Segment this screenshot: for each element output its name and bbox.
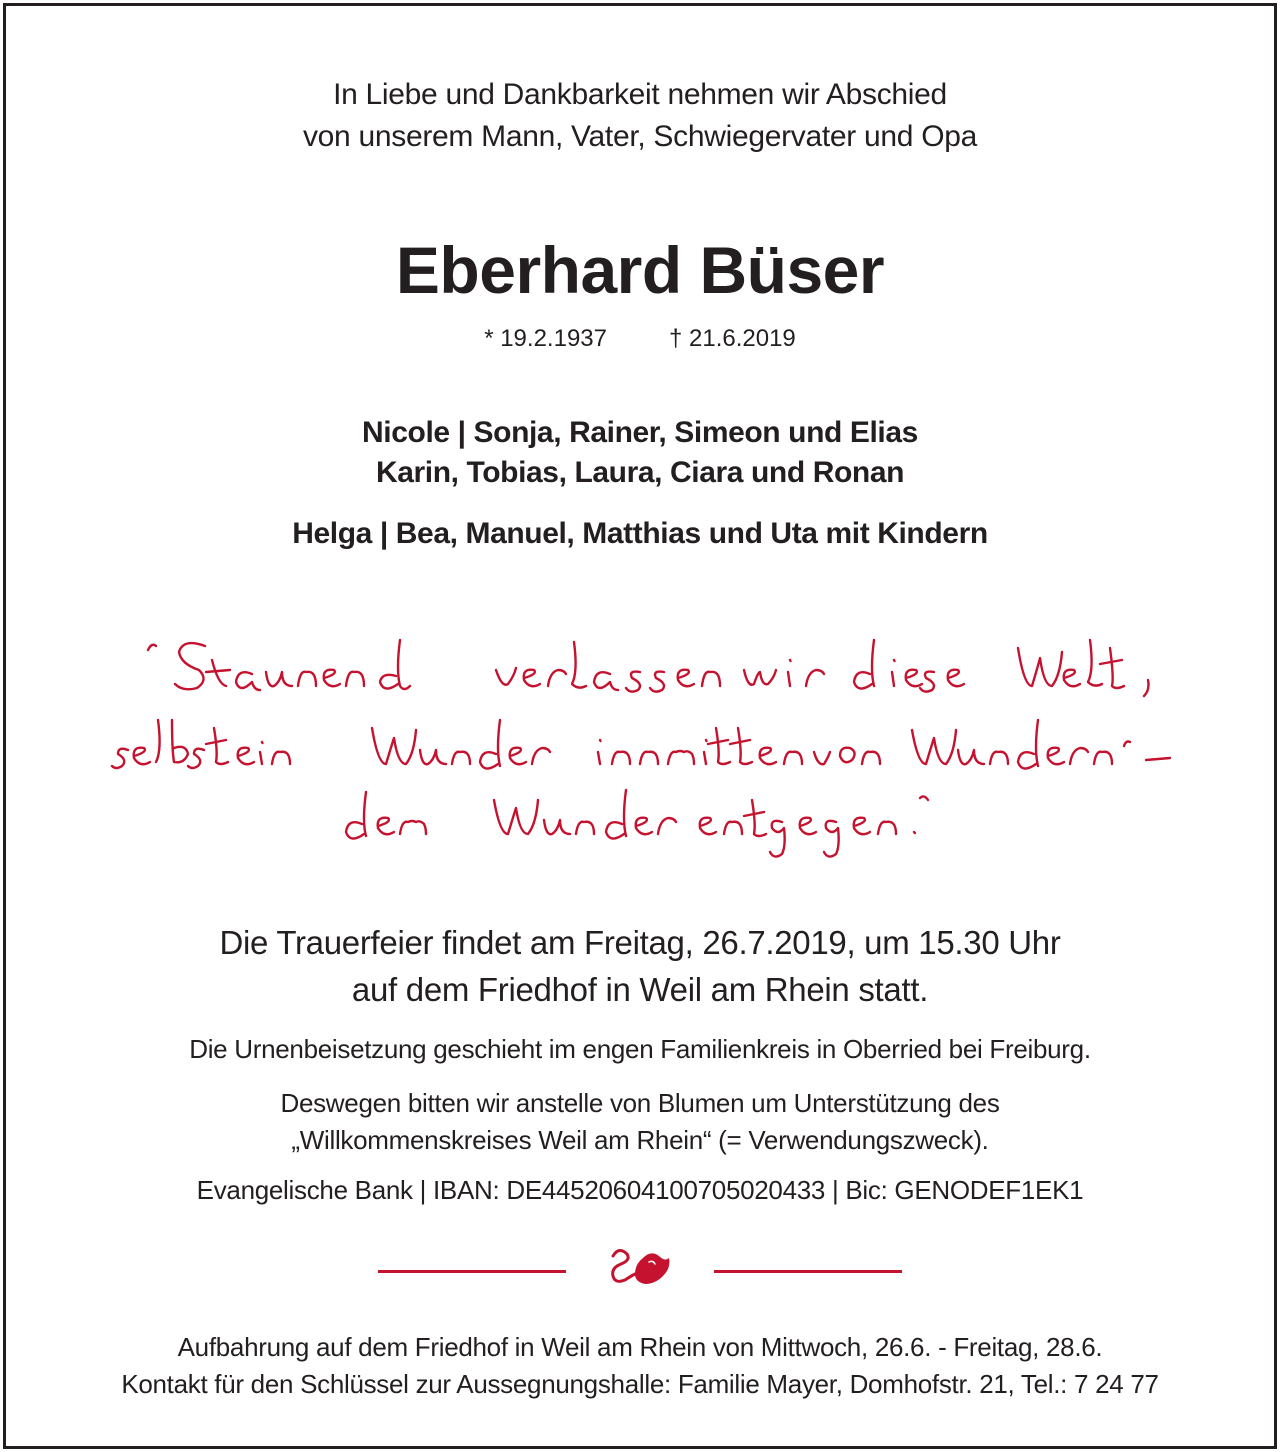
service-line-1: Die Trauerfeier findet am Freitag, 26.7.2019, um 15.30 Uhr	[219, 924, 1061, 961]
intro-line-1: In Liebe und Dankbarkeit nehmen wir Abschied	[333, 78, 947, 111]
death-date: † 21.6.2019	[668, 325, 796, 352]
contact-info: Kontakt für den Schlüssel zur Aussegnungshalle: Familie Mayer, Domhofstr. 21, Tel.: 7 24 77	[121, 1369, 1159, 1399]
divider-right	[714, 1270, 902, 1273]
urn-burial-note: Die Urnenbeisetzung geschieht im engen Familienkreis in Oberried bei Freiburg.	[189, 1034, 1091, 1064]
deceased-name: Eberhard Büser	[395, 233, 885, 307]
bank-details: Evangelische Bank | IBAN: DE44520604100705020433 | Bic: GENODEF1EK1	[196, 1175, 1084, 1205]
heart-flourish-icon	[605, 1244, 675, 1290]
life-dates	[0, 325, 1280, 353]
family-line-2: Karin, Tobias, Laura, Ciara und Ronan	[375, 456, 905, 489]
intro-line-2: von unserem Mann, Vater, Schwiegervater und Opa	[302, 120, 978, 153]
divider-left	[378, 1270, 566, 1273]
birth-date: * 19.2.1937	[484, 325, 607, 352]
handwritten-quote	[0, 620, 1280, 860]
family-line-1: Nicole | Sonja, Rainer, Simeon und Elias	[362, 416, 918, 449]
donation-line-2: „Willkommenskreises Weil am Rhein“ (= Verwendungszweck).	[291, 1125, 989, 1155]
donation-line-1: Deswegen bitten wir anstelle von Blumen um Unterstützung des	[280, 1088, 1000, 1118]
viewing-info: Aufbahrung auf dem Friedhof in Weil am Rhein von Mittwoch, 26.6. - Freitag, 28.6.	[177, 1332, 1103, 1362]
service-line-2: auf dem Friedhof in Weil am Rhein statt.	[351, 971, 929, 1008]
family-line-3: Helga | Bea, Manuel, Matthias und Uta mit Kindern	[292, 517, 988, 550]
